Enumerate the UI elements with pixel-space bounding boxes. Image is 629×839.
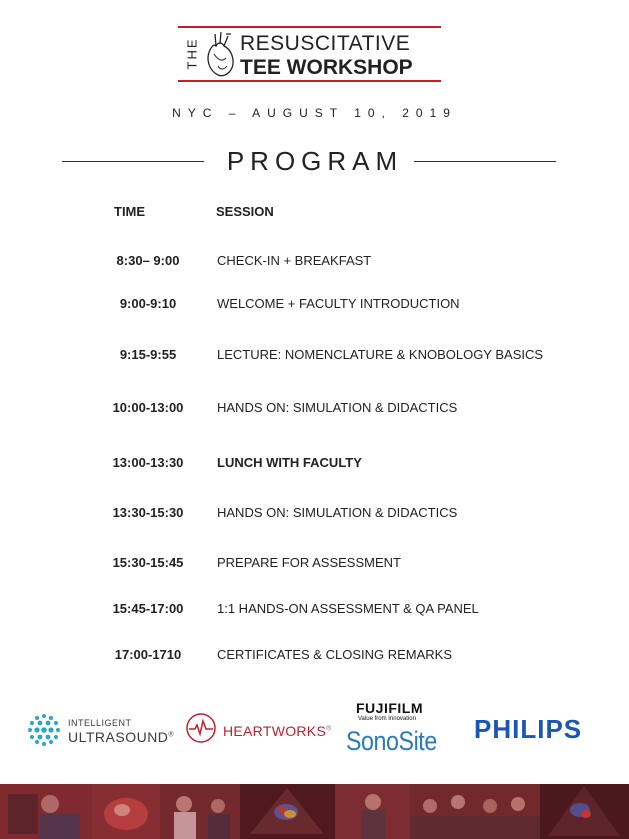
- philips-logo: PHILIPS: [474, 714, 583, 744]
- photo-banner: [0, 784, 629, 839]
- program-heading: [0, 146, 629, 180]
- schedule-time: 9:00-9:10: [119, 296, 177, 311]
- session-column-header: SESSION: [216, 204, 274, 219]
- fujifilm-sonosite-logo: [346, 700, 446, 765]
- schedule-session: PREPARE FOR ASSESSMENT: [217, 555, 401, 570]
- iu-big-text: ULTRASOUND®: [68, 729, 175, 745]
- fujifilm-brand: FUJIFILM: [356, 700, 423, 716]
- schedule-session: CERTIFICATES & CLOSING REMARKS: [217, 647, 453, 662]
- heading-rule-left: [62, 161, 204, 162]
- schedule-session: LUNCH WITH FACULTY: [217, 455, 362, 470]
- schedule-row: [0, 296, 629, 314]
- time-column-header: TIME: [114, 204, 146, 219]
- schedule-row: [0, 647, 629, 665]
- schedule-time: 13:30-15:30: [112, 505, 184, 520]
- dot-sphere-icon: [26, 712, 62, 748]
- anatomical-heart-icon: [202, 30, 238, 78]
- banner-red-tint: [0, 784, 629, 839]
- heart-pulse-icon: [185, 712, 217, 744]
- schedule-row: [0, 505, 629, 523]
- logo-top-rule: [178, 26, 441, 28]
- heartworks-name: HEARTWORKS®: [223, 723, 332, 739]
- intelligent-ultrasound-logo: [26, 712, 176, 752]
- schedule-time: 10:00-13:00: [112, 400, 184, 415]
- logo-line-1: RESUSCITATIVE: [240, 32, 411, 55]
- schedule-session: HANDS ON: SIMULATION & DIDACTICS: [217, 505, 458, 520]
- schedule-session: HANDS ON: SIMULATION & DIDACTICS: [217, 400, 458, 415]
- schedule-row: [0, 555, 629, 573]
- schedule-time: 15:30-15:45: [112, 555, 184, 570]
- logo-bottom-rule: [178, 80, 441, 82]
- logo-line-2: TEE WORKSHOP: [240, 56, 413, 79]
- schedule-session: 1:1 HANDS-ON ASSESSMENT & QA PANEL: [217, 601, 479, 616]
- heartworks-logo: [185, 712, 335, 748]
- schedule-time: 9:15-9:55: [119, 347, 177, 362]
- schedule-row: [0, 601, 629, 619]
- schedule-row: [0, 253, 629, 271]
- schedule-time: 15:45-17:00: [112, 601, 184, 616]
- iu-small-text: INTELLIGENT: [68, 718, 132, 728]
- event-dateline: NYC – AUGUST 10, 2019: [172, 106, 457, 120]
- schedule-session: WELCOME + FACULTY INTRODUCTION: [217, 296, 460, 311]
- sonosite-wordmark: SonoSite: [346, 726, 437, 756]
- schedule-session: LECTURE: NOMENCLATURE & KNOBOLOGY BASICS: [217, 347, 544, 362]
- schedule-row: [0, 455, 629, 473]
- workshop-logo: [178, 26, 441, 82]
- schedule-time: 17:00-1710: [114, 647, 182, 662]
- heading-rule-right: [414, 161, 556, 162]
- logo-the-text: THE: [184, 37, 200, 70]
- program-title: PROGRAM: [226, 146, 404, 176]
- schedule-time: 8:30– 9:00: [116, 253, 180, 268]
- schedule-session: CHECK-IN + BREAKFAST: [217, 253, 372, 268]
- schedule-time: 13:00-13:30: [112, 455, 184, 470]
- fujifilm-tagline: Value from Innovation: [358, 716, 416, 722]
- schedule-row: [0, 400, 629, 418]
- schedule-row: [0, 347, 629, 365]
